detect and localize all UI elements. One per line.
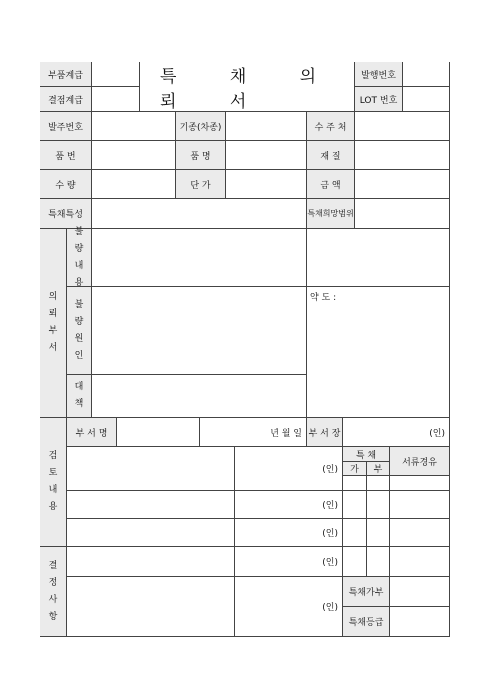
desired-range-label: 특채희망범위: [307, 199, 355, 229]
issue-no-label: 발행번호: [355, 62, 403, 87]
review-approval-label: 결점계급: [40, 87, 92, 112]
decision-char: 사: [48, 594, 58, 605]
desired-range-value[interactable]: [355, 199, 450, 229]
defect-cause-char: 량: [74, 316, 84, 327]
lot-no-value[interactable]: [403, 87, 450, 112]
defect-content-value[interactable]: [92, 229, 307, 287]
defect-cause-label: [67, 287, 92, 375]
approve-cell-3[interactable]: [343, 519, 367, 547]
review-char: 내: [48, 485, 58, 495]
part-approval-label: 부품계급: [40, 62, 92, 87]
accept-label: 특채가부: [343, 577, 390, 607]
supplier-label: 수 주 처: [307, 112, 355, 141]
unit-price-value[interactable]: [226, 170, 307, 199]
reject-cell-2[interactable]: [367, 491, 390, 519]
defect-cause-char: 인: [74, 350, 84, 361]
review-row-1-sign[interactable]: (인): [235, 447, 343, 491]
sketch-label: 약 도 :: [310, 293, 337, 303]
defect-content-char: 량: [74, 243, 84, 254]
order-no-label: 발주번호: [40, 112, 92, 141]
order-no-value[interactable]: [92, 112, 176, 141]
item-no-value[interactable]: [92, 141, 176, 170]
countermeasure-value[interactable]: [92, 375, 307, 418]
reject-cell-1[interactable]: [367, 476, 390, 491]
review-row-2-content[interactable]: [67, 491, 235, 519]
doc-route-cell-4[interactable]: [390, 547, 450, 577]
grade-label: 특채등급: [343, 607, 390, 637]
decision-label: [40, 547, 67, 637]
reject-header: 부: [367, 462, 390, 476]
material-label: 재 질: [307, 141, 355, 170]
item-name-value[interactable]: [226, 141, 307, 170]
approve-cell-2[interactable]: [343, 491, 367, 519]
request-dept-label: [40, 229, 67, 418]
decision-row-2-content[interactable]: [67, 577, 235, 637]
defect-content-char: 불: [74, 226, 84, 237]
approve-cell-4[interactable]: [343, 547, 367, 577]
approve-cell-1[interactable]: [343, 476, 367, 491]
defect-cause-char: 원: [74, 333, 84, 344]
quantity-label: 수 량: [40, 170, 92, 199]
review-label: [40, 418, 67, 547]
material-value[interactable]: [355, 141, 450, 170]
lot-no-label: LOT 번호: [355, 87, 403, 112]
review-char: 검: [48, 451, 58, 461]
doc-route-header: 서류경유: [390, 447, 450, 476]
review-row-3-sign[interactable]: (인): [235, 519, 343, 547]
request-dept-char: 의: [48, 292, 58, 302]
review-char: 용: [48, 502, 58, 512]
decision-row-2-sign[interactable]: (인): [235, 577, 343, 637]
amount-value[interactable]: [355, 170, 450, 199]
decision-row-1-sign[interactable]: (인): [235, 547, 343, 577]
issue-no-value[interactable]: [403, 62, 450, 87]
dept-head-label: 부 서 장: [307, 418, 343, 447]
defect-content-label: [67, 226, 92, 288]
accept-value[interactable]: [390, 577, 450, 607]
model-label: 기종(차종): [176, 112, 226, 141]
defect-content-char: 내: [74, 260, 84, 271]
dept-name-value[interactable]: [117, 418, 200, 447]
approve-header: 가: [343, 462, 367, 476]
doc-route-cell-3[interactable]: [390, 519, 450, 547]
decision-row-1-content[interactable]: [67, 547, 235, 577]
amount-label: 금 액: [307, 170, 355, 199]
dept-head-sign[interactable]: (인): [343, 418, 450, 447]
review-date[interactable]: 년 월 일: [200, 418, 307, 447]
item-name-label: 품 명: [176, 141, 226, 170]
countermeasure-char: 책: [74, 399, 84, 409]
review-row-2-sign[interactable]: (인): [235, 491, 343, 519]
special-header: 특 채: [343, 447, 390, 462]
decision-char: 정: [48, 577, 58, 588]
grade-value[interactable]: [390, 607, 450, 637]
countermeasure-char: 대: [74, 382, 84, 392]
desired-range-area[interactable]: [307, 229, 450, 287]
special-trait-value[interactable]: [92, 199, 307, 229]
document-title: 특 채 의 뢰 서: [140, 62, 355, 112]
countermeasure-label: [67, 375, 92, 418]
request-dept-char: 서: [48, 343, 58, 353]
special-trait-label: 특채특성: [40, 199, 92, 229]
reject-cell-4[interactable]: [367, 547, 390, 577]
review-row-3-content[interactable]: [67, 519, 235, 547]
defect-cause-value[interactable]: [92, 287, 307, 375]
quantity-value[interactable]: [92, 170, 176, 199]
doc-route-cell-1[interactable]: [390, 476, 450, 491]
model-value[interactable]: [226, 112, 307, 141]
review-char: 토: [48, 468, 58, 478]
sketch-area[interactable]: [307, 287, 450, 418]
dept-name-label: 부 서 명: [67, 418, 117, 447]
defect-content-char: 용: [74, 277, 84, 288]
unit-price-label: 단 가: [176, 170, 226, 199]
item-no-label: 품 번: [40, 141, 92, 170]
defect-cause-char: 불: [74, 299, 84, 310]
supplier-value[interactable]: [355, 112, 450, 141]
reject-cell-3[interactable]: [367, 519, 390, 547]
request-dept-char: 부: [48, 326, 58, 336]
decision-char: 항: [48, 611, 58, 622]
review-approval-value[interactable]: [92, 87, 140, 112]
doc-route-cell-2[interactable]: [390, 491, 450, 519]
part-approval-value[interactable]: [92, 62, 140, 87]
decision-char: 결: [48, 560, 58, 571]
review-row-1-content[interactable]: [67, 447, 235, 491]
request-dept-char: 뢰: [48, 309, 58, 319]
